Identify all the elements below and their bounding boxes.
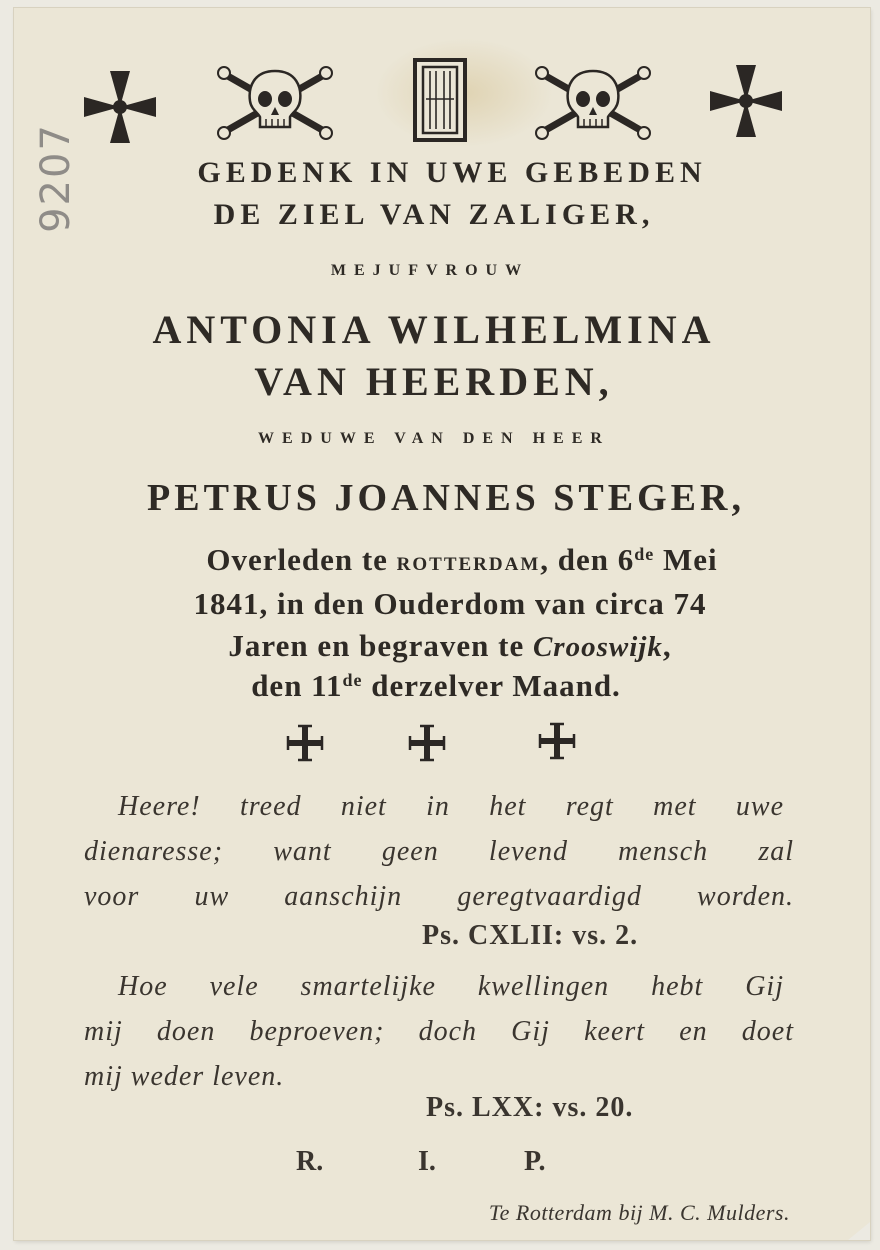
torn-corner: [848, 1222, 870, 1240]
rip-letter-p: P.: [524, 1146, 546, 1177]
death-place: ROTTERDAM: [396, 554, 541, 575]
relation-label: WEDUWE VAN DEN HEER: [258, 430, 610, 447]
verse-1-line-3: voor uw aanschijn geregtvaardigd worden.: [84, 881, 794, 912]
heading-line-1: GEDENK IN UWE GEBEDEN: [197, 156, 707, 189]
cross-pattee-icon: [706, 61, 786, 141]
verse-2-line-3: mij weder leven.: [84, 1061, 285, 1092]
skull-crossbones-icon: [532, 63, 654, 143]
verse-1-line-1: Heere! treed niet in het regt met uwe: [118, 791, 784, 822]
ornament-row: [14, 63, 870, 153]
coffin-icon: [412, 57, 468, 143]
heading-line-2: DE ZIEL VAN ZALIGER,: [213, 198, 655, 231]
small-cross-icon: [538, 722, 576, 760]
death-line-3: Jaren en begraven te Crooswijk,: [228, 628, 672, 663]
memorial-card: [14, 8, 870, 1240]
death-line-1: Overleden te ROTTERDAM, den 6de Mei: [206, 542, 718, 577]
skull-crossbones-icon: [214, 63, 336, 143]
verse-1-reference: Ps. CXLII: vs. 2.: [422, 920, 639, 951]
death-line-2: 1841, in den Ouderdom van circa 74: [193, 586, 707, 621]
small-cross-icon: [408, 724, 446, 762]
verse-2-reference: Ps. LXX: vs. 20.: [426, 1092, 634, 1123]
death-line-4: den 11de derzelver Maand.: [251, 668, 621, 703]
burial-place: Crooswijk: [532, 631, 663, 663]
small-cross-icon: [286, 724, 324, 762]
rip-letter-i: I.: [418, 1146, 436, 1177]
title-label: MEJUFVROUW: [330, 262, 530, 279]
deceased-name-line-1: ANTONIA WILHELMINA: [152, 307, 716, 352]
rip-letter-r: R.: [296, 1146, 324, 1177]
verse-2-line-1: Hoe vele smartelijke kwellingen hebt Gij: [118, 971, 784, 1002]
pencil-annotation: 9207: [33, 123, 79, 233]
verse-1-line-2: dienaresse; want geen levend mensch zal: [84, 836, 794, 867]
printer-imprint: Te Rotterdam bij M. C. Mulders.: [488, 1200, 790, 1225]
husband-name: PETRUS JOANNES STEGER,: [147, 477, 745, 519]
cross-pattee-icon: [80, 67, 160, 147]
verse-2-line-2: mij doen beproeven; doch Gij keert en doet: [84, 1016, 794, 1047]
deceased-name-line-2: VAN HEERDEN,: [254, 359, 614, 404]
